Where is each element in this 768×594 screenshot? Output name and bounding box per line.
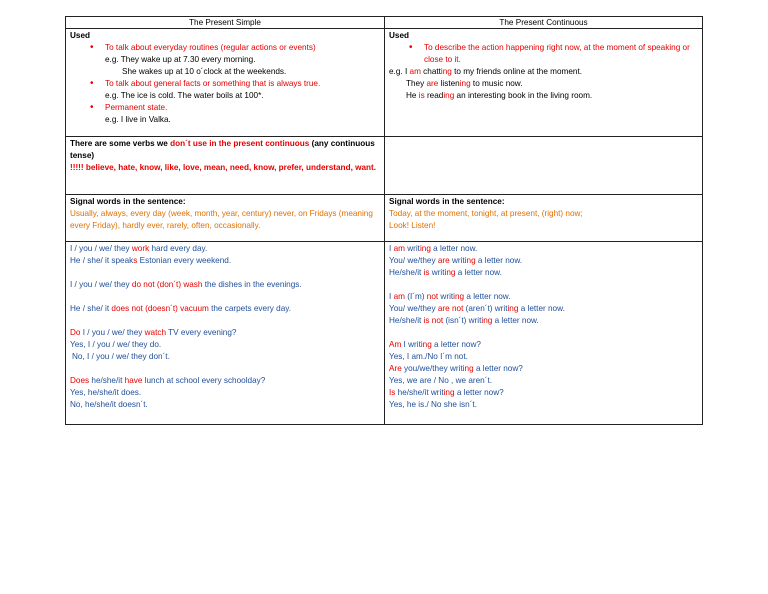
simple-affirmative-1	[70, 243, 380, 255]
simple-negative-1	[70, 279, 380, 291]
form-aux: am	[393, 244, 405, 253]
empty-cell	[385, 137, 703, 195]
continuous-answer-1: Yes, I am./No I´m not.	[389, 352, 468, 361]
form-text: I / you / we/ they	[70, 280, 132, 289]
spacer	[389, 279, 698, 291]
simple-used-list	[70, 42, 380, 54]
forms-row	[66, 242, 703, 425]
form-aux: Am	[389, 340, 402, 349]
simple-example-routine-2: She wakes up at 10 o´clock at the weekends.	[122, 67, 287, 76]
ex-aux: is	[418, 91, 425, 100]
form-ing: ing	[443, 388, 455, 397]
form-text: Estonian every weekend.	[137, 256, 232, 265]
form-aux: is not	[423, 316, 444, 325]
non-continuous-verbs-cell	[66, 137, 385, 195]
simple-used-bullet-facts: • To talk about general facts or something that is always true.	[70, 78, 380, 90]
simple-used-list-3	[70, 102, 380, 114]
ex-aux: am	[409, 67, 421, 76]
form-text: lunch at school every schoolday?	[142, 376, 266, 385]
form-text: He / she/ it	[70, 304, 112, 313]
form-text: writ	[404, 244, 420, 253]
example-prefix: e.g.	[389, 67, 403, 76]
form-text: a letter now?	[454, 388, 504, 397]
intro-highlight: don´t use in the present continuous	[170, 139, 310, 148]
simple-used-list-2	[70, 78, 380, 90]
intro-text: (any continuous tense)	[70, 139, 375, 160]
continuous-signal-cell	[385, 195, 703, 242]
continuous-example-2	[389, 78, 698, 90]
intro-text: There are some verbs we	[70, 139, 171, 148]
form-text: I writ	[401, 340, 421, 349]
simple-used-cell	[66, 29, 385, 137]
simple-question-2	[70, 375, 380, 387]
ex-ing: ing	[440, 67, 452, 76]
continuous-negative-1	[389, 291, 698, 303]
continuous-signal-words-1: Today, at the moment, tonight, at present, (right) now;	[389, 209, 583, 218]
verbs-row	[66, 137, 703, 195]
signal-words-row	[66, 195, 703, 242]
form-text: you/we/they writ	[401, 364, 463, 373]
form-text: I / you / we/ they	[80, 328, 145, 337]
continuous-question-1	[389, 339, 698, 351]
ex-text: to music now.	[470, 79, 523, 88]
ex-ing: ing	[443, 91, 455, 100]
continuous-affirmative-1	[389, 243, 698, 255]
simple-answer-1a: Yes, I / you / we/ they do.	[70, 340, 162, 349]
continuous-used-bullet-now: • To describe the action happening right now, at the moment of speaking or close to it.	[389, 42, 698, 66]
form-ing: ing	[453, 292, 465, 301]
form-aux: are not	[437, 304, 464, 313]
form-text: He / she/ it speak	[70, 256, 134, 265]
form-aux: Does	[70, 376, 90, 385]
continuous-example-1	[389, 66, 698, 78]
simple-question-1	[70, 327, 380, 339]
form-text: I	[389, 244, 394, 253]
form-text: a letter now.	[475, 256, 523, 265]
non-continuous-verbs-intro	[70, 138, 380, 162]
continuous-signal-title: Signal words in the sentence:	[389, 197, 505, 206]
simple-signal-words: Usually, always, every day (week, month, year, century) never, on Fridays (meaning every Friday), hardly ever, rarely, often, occasionally.	[70, 209, 373, 230]
simple-answer-1b: No, I / you / we/ they don´t.	[72, 352, 170, 361]
form-text: (I´m)	[404, 292, 427, 301]
continuous-forms-cell	[385, 242, 703, 425]
form-verb: do not (don´t) wash	[131, 280, 203, 289]
simple-example-routine-1: e.g. They wake up at 7.30 every morning.	[105, 55, 256, 64]
form-text: he/she/it	[89, 376, 125, 385]
form-text: He/she/it	[389, 316, 424, 325]
ex-text: They	[406, 79, 427, 88]
form-verb: have	[124, 376, 143, 385]
simple-answer-2a: Yes, he/she/it does.	[70, 388, 142, 397]
form-text: a letter now?	[431, 340, 481, 349]
form-text: You/ we/they	[389, 304, 438, 313]
form-text: writ	[438, 292, 454, 301]
form-ing: ing	[507, 304, 519, 313]
form-verb: does not (doesn´t) vacuum	[111, 304, 209, 313]
form-aux: are	[437, 256, 450, 265]
form-ing: ing	[481, 316, 493, 325]
simple-example-permanent: e.g. I live in Valka.	[105, 115, 171, 124]
ex-text: He	[406, 91, 419, 100]
continuous-negative-2	[389, 303, 698, 315]
simple-used-title: Used	[70, 31, 91, 40]
used-row	[66, 29, 703, 137]
simple-forms-cell	[66, 242, 385, 425]
form-text: a letter now.	[464, 292, 511, 301]
simple-signal-title: Signal words in the sentence:	[70, 197, 186, 206]
ex-text: read	[424, 91, 444, 100]
form-not: not	[426, 292, 439, 301]
non-continuous-verbs-list: !!!!! believe, hate, know, like, love, mean, need, know, prefer, understand, want.	[70, 163, 377, 172]
form-text: He/she/it	[389, 268, 424, 277]
simple-used-bullet-permanent: • Permanent state.	[70, 102, 380, 114]
ex-text: chatt	[420, 67, 441, 76]
ex-text: I	[404, 67, 410, 76]
simple-affirmative-2	[70, 255, 380, 267]
form-verb: watch	[144, 328, 167, 337]
form-ing: ing	[464, 256, 476, 265]
form-text: (isn´t) writ	[443, 316, 482, 325]
form-text: writ	[449, 256, 465, 265]
form-text: I / you / we/ they	[70, 244, 132, 253]
form-text: a letter now.	[518, 304, 565, 313]
form-text: a letter now?	[473, 364, 523, 373]
form-text: I	[389, 292, 394, 301]
form-aux: Do	[70, 328, 81, 337]
form-text: the carpets every day.	[208, 304, 292, 313]
ex-text: an interesting book in the living room.	[454, 91, 593, 100]
continuous-affirmative-2	[389, 255, 698, 267]
continuous-answer-3: Yes, he is./ No she isn´t.	[389, 400, 477, 409]
form-text: writ	[429, 268, 445, 277]
form-ing: ing	[420, 340, 432, 349]
form-aux: is	[423, 268, 430, 277]
continuous-question-2	[389, 363, 698, 375]
form-text: a letter now.	[455, 268, 502, 277]
spacer	[389, 327, 698, 339]
simple-example-facts: e.g. The ice is cold. The water boils at 100*.	[105, 91, 264, 100]
form-text: a letter now.	[430, 244, 478, 253]
continuous-used-title: Used	[389, 31, 410, 40]
form-text: the dishes in the evenings.	[202, 280, 302, 289]
continuous-negative-3	[389, 315, 698, 327]
ex-aux: are	[426, 79, 439, 88]
ex-text: to my friends online at the moment.	[451, 67, 583, 76]
form-text: TV every evening?	[166, 328, 237, 337]
simple-used-bullet-routines: • To talk about everyday routines (regular actions or events)	[70, 42, 380, 54]
spacer	[70, 315, 380, 327]
form-aux: Are	[389, 364, 402, 373]
form-verb: work	[131, 244, 150, 253]
form-ing: ing	[462, 364, 474, 373]
continuous-affirmative-3	[389, 267, 698, 279]
form-ing: ing	[419, 244, 431, 253]
header-present-simple: The Present Simple	[66, 17, 385, 29]
ex-text: listen	[438, 79, 460, 88]
form-ending: s	[133, 256, 138, 265]
grammar-table	[65, 16, 703, 425]
spacer	[70, 267, 380, 279]
header-present-continuous: The Present Continuous	[385, 17, 703, 29]
spacer	[70, 291, 380, 303]
continuous-used-list	[389, 42, 698, 66]
simple-negative-2	[70, 303, 380, 315]
continuous-example-3	[389, 90, 698, 102]
form-aux: Is	[389, 388, 396, 397]
continuous-used-cell	[385, 29, 703, 137]
form-aux: am	[393, 292, 405, 301]
form-text: hard every day.	[149, 244, 208, 253]
simple-answer-2b: No, he/she/it doesn´t.	[70, 400, 148, 409]
form-ing: ing	[444, 268, 456, 277]
simple-signal-cell	[66, 195, 385, 242]
continuous-signal-words-2: Look! Listen!	[389, 221, 436, 230]
continuous-answer-2: Yes, we are / No , we aren´t.	[389, 376, 492, 385]
form-text: he/she/it writ	[395, 388, 444, 397]
form-text: (aren´t) writ	[463, 304, 508, 313]
ex-ing: ing	[459, 79, 471, 88]
continuous-question-3	[389, 387, 698, 399]
form-text: You/ we/they	[389, 256, 438, 265]
spacer	[70, 363, 380, 375]
form-text: a letter now.	[492, 316, 539, 325]
header-row	[66, 17, 703, 29]
